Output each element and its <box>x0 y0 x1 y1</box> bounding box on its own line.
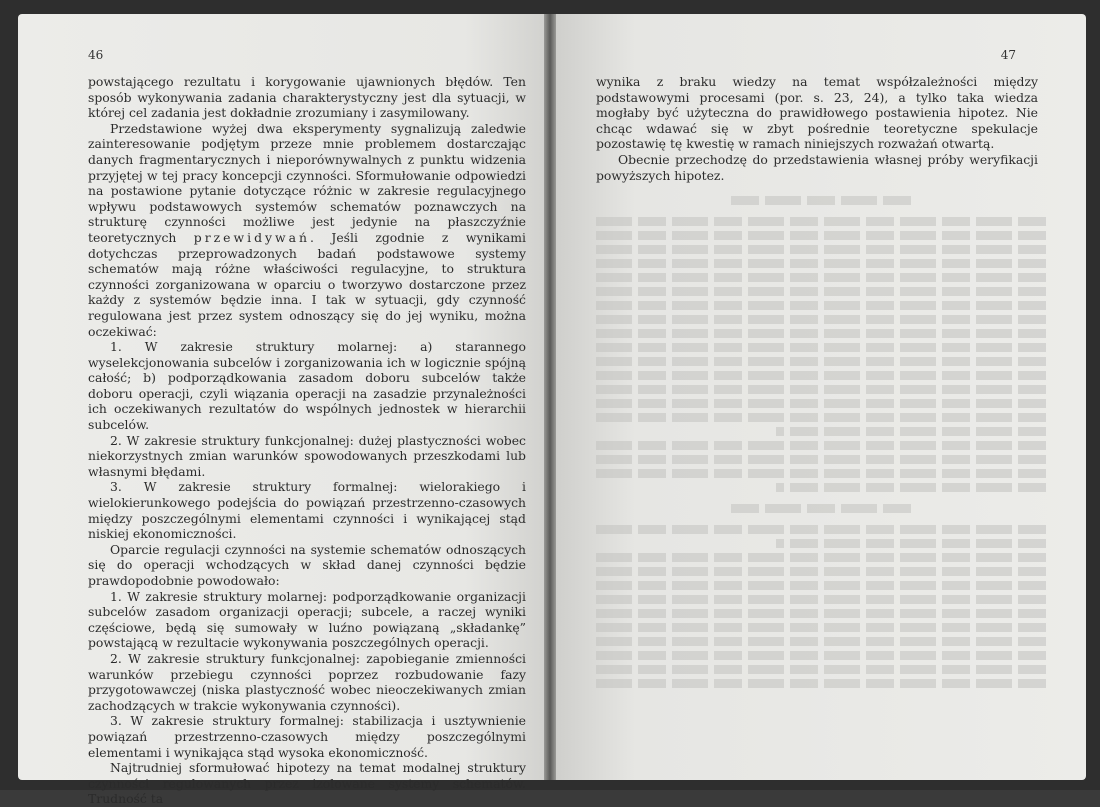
bleed-through-text <box>596 184 1046 693</box>
left-page <box>18 14 544 807</box>
paragraph: 3. W zakresie struktury formalnej: wielorakiego i wielokierunkowego podejścia do powiązań przestrzenno-czasowych między poszczególnymi elementami czynności i wynikającej stąd niskiej ekonomiczności. <box>88 479 526 542</box>
book-gutter <box>544 14 556 780</box>
page-number-right: 47 <box>1000 48 1016 62</box>
right-page <box>556 14 1086 780</box>
paragraph: wynika z braku wiedzy na temat współzależności między podstawowymi procesami (por. s. 23, 24), a tylko taka wiedza mogłaby być użyteczna do prawidłowego postawienia hipotez. Nie chcąc wdawać się w zbyt pośrednie teoretyczne spekulacje pozostawię tę kwestię w ramach niniejszych rozważań otwartą. <box>596 74 1038 152</box>
left-page-text <box>88 74 526 807</box>
spaced-word: przewidywań <box>193 229 310 245</box>
paragraph-text: Przedstawione wyżej dwa eksperymenty sygnalizują zaledwie zainteresowanie podjętym przeze mnie problemem dostarczając danych fragmentarycznych i nieporównywalnych z punktu widzenia przyjętej w tej pracy koncepcji czynności. Sformułowanie odpowiedzi na postawione pytanie dotyczące różnic w zakresie regulacyjnego wpływu podstawowych systemów schematów poznawczych na strukturę czynności możliwe jest jedynie na płaszczyźnie teoretycznych <box>88 120 526 245</box>
paragraph: 3. W zakresie struktury formalnej: stabilizacja i usztywnienie powiązań przestrzenno-czasowych między poszczególnymi elementami i wynikająca stąd wysoka ekonomiczność. <box>88 713 526 760</box>
paragraph <box>88 121 526 339</box>
paragraph: Obecnie przechodzę do przedstawienia własnej próby weryfikacji powyższych hipotez. <box>596 151 1038 183</box>
paragraph-text-cont: . Jeśli zgodnie z wynikami dotychczas przeprowadzonych badań podstawowe systemy schematów mają różne właściwości regulacyjne, to struktura czynności zorganizowana w oparciu o tworzywo dostarczone przez każdy z systemów będzie inna. I tak w sytuacji, gdy czynność regulowana jest przez system odnoszący się do jej wyniku, można oczekiwać: <box>88 229 526 339</box>
right-page-text <box>596 74 1038 183</box>
paragraph: 1. W zakresie struktury molarnej: podporządkowanie organizacji subcelów zasadom organizacji operacji; subcele, a raczej wyniki częściowe, będą się sumowały w luźno powiązaną „składankę” powstającą w rezultacie wykonywania poszczególnych operacji. <box>88 588 526 651</box>
paragraph: Oparcie regulacji czynności na systemie schematów odnoszących się do operacji wchodzących w skład danej czynności będzie prawdopodobnie powodowało: <box>88 541 526 588</box>
paragraph: Najtrudniej sformułować hipotezy na temat modalnej struktury czynności regulowanych przez izolowane systemy schematów. Trudność ta <box>88 760 526 807</box>
paragraph: 2. W zakresie struktury funkcjonalnej: dużej plastyczności wobec niekorzystnych zmian warunków spowodowanych przeszkodami lub własnymi błędami. <box>88 432 526 479</box>
paragraph: 1. W zakresie struktury molarnej: a) starannego wyselekcjonowania subcelów i zorganizowania ich w logicznie spójną całość; b) podporządkowania zasadom doboru subcelów także doboru operacji, czyli wiązania operacji na zasadzie przynależności ich oczekiwanych rezultatów do wspólnych jednostek w hierarchii subcelów. <box>88 339 526 433</box>
page-number-left: 46 <box>88 48 104 62</box>
paragraph: 2. W zakresie struktury funkcjonalnej: zapobieganie zmienności warunków przebiegu czynności poprzez rozbudowanie fazy przygotowawczej (niska plastyczność wobec nieoczekiwanych zmian zachodzących w trakcie wykonywania czynności). <box>88 650 526 713</box>
paragraph: powstającego rezultatu i korygowanie ujawnionych błędów. Ten sposób wykonywania zadania charakterystyczny jest dla sytuacji, w której cel zadania jest dokładnie zrozumiany i zasymilowany. <box>88 74 526 121</box>
